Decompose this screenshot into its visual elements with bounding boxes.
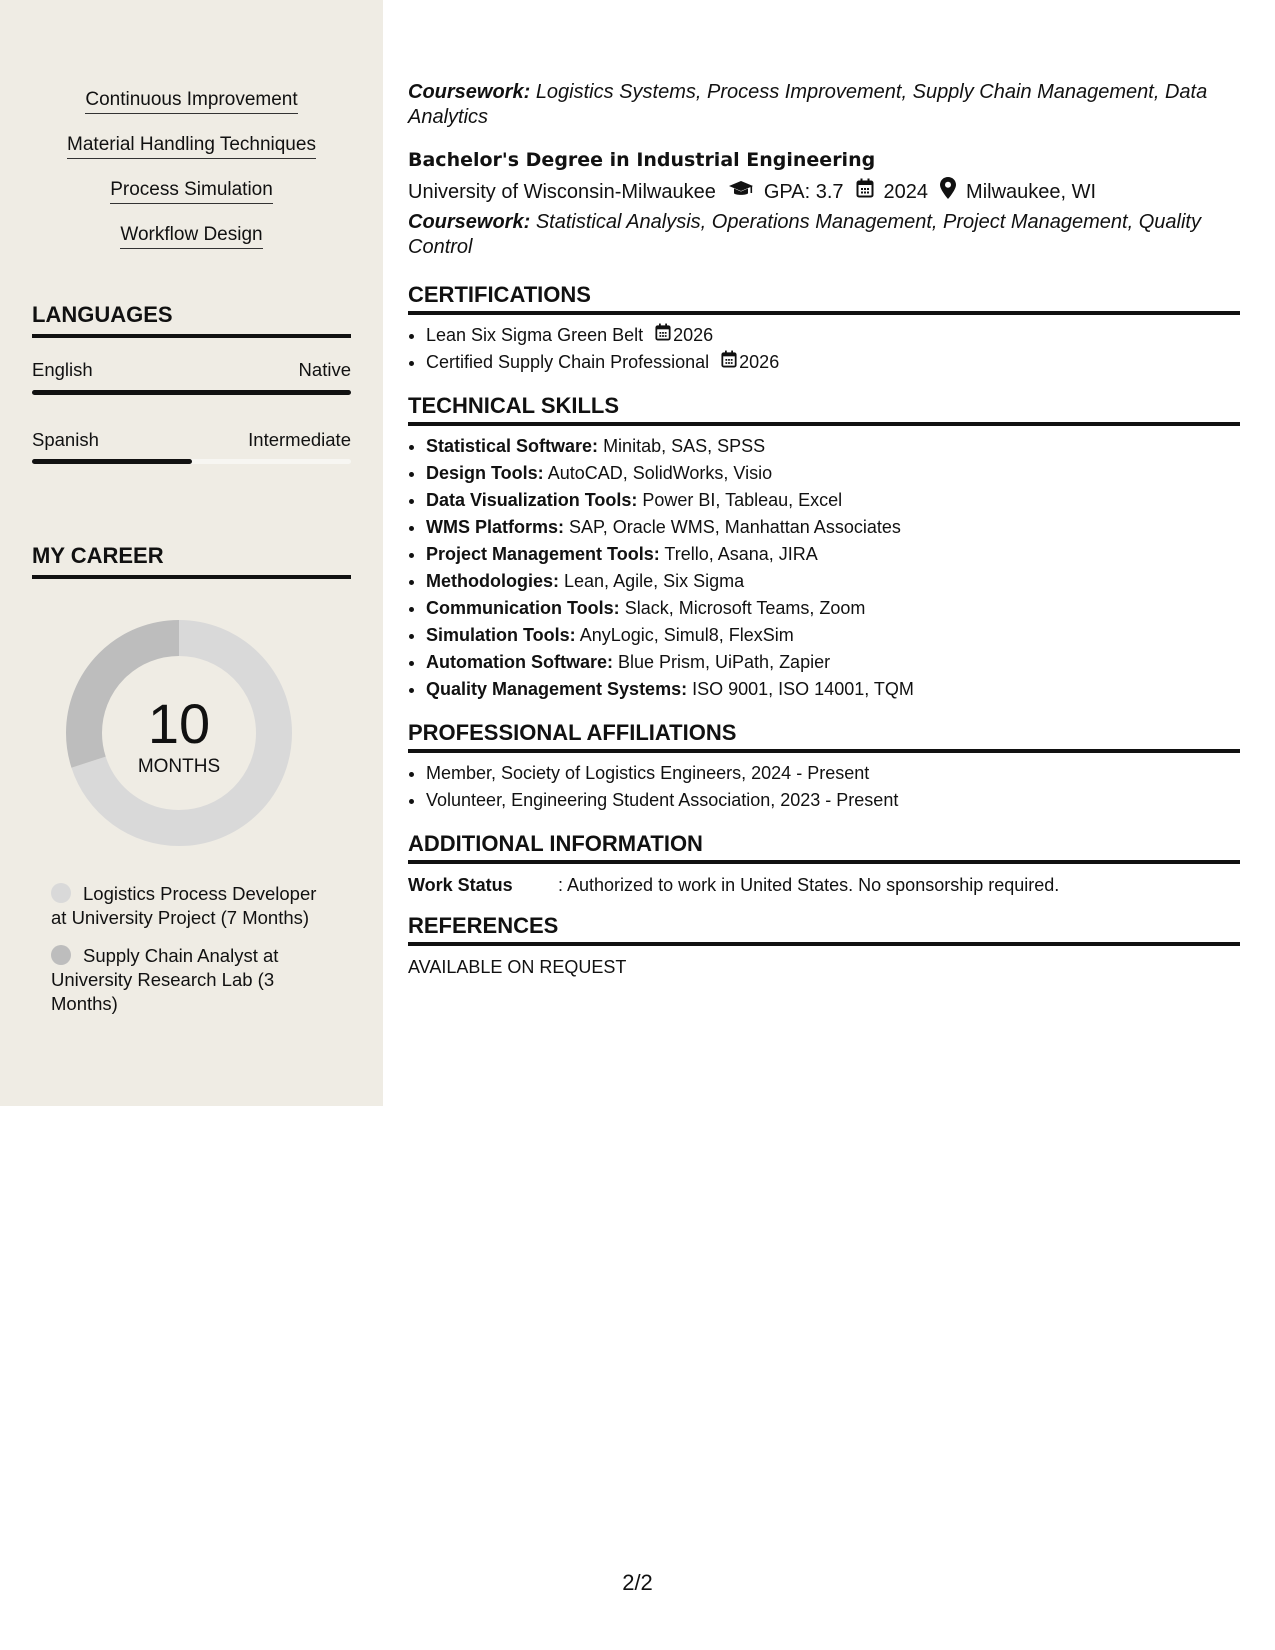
career-item-text: Logistics Process Developer at University Project (7 Months) — [51, 883, 317, 928]
degree-school: University of Wisconsin-Milwaukee — [408, 180, 716, 203]
degree-gpa: GPA: 3.7 — [763, 180, 844, 203]
list-item — [426, 622, 1258, 649]
graduation-cap-icon — [728, 179, 754, 205]
references-text: AVAILABLE ON REQUEST — [408, 957, 627, 977]
career-total-value: 10 — [147, 692, 211, 755]
coursework-label: Coursework: — [408, 211, 531, 233]
list-item — [426, 322, 1258, 349]
certifications-heading: CERTIFICATIONS — [408, 281, 1240, 315]
list-item: • Member, Society of Logistics Engineers, 2024 - Present — [426, 760, 1258, 787]
list-item — [426, 433, 1258, 460]
list-item — [426, 541, 1258, 568]
sidebar — [0, 0, 383, 1106]
certification-name: • Certified Supply Chain Professional — [426, 352, 710, 372]
career-heading: MY CAREER — [32, 541, 351, 579]
skill-tag — [0, 88, 383, 114]
language-proficiency-fill — [32, 390, 351, 395]
calendar-icon — [856, 178, 874, 205]
skill-tag-label: Workflow Design — [120, 223, 262, 249]
skill-tag — [0, 178, 383, 204]
language-name: English — [32, 359, 93, 380]
language-name: Spanish — [32, 429, 99, 450]
language-level: Intermediate — [248, 429, 351, 450]
degree-title: Bachelor's Degree in Industrial Engineering — [408, 149, 876, 171]
degree-year: 2024 — [883, 180, 929, 203]
certification-year: 2026 — [739, 352, 780, 372]
skill-category: Communication Tools: — [426, 598, 620, 618]
career-item — [51, 882, 331, 930]
languages-heading: LANGUAGES — [32, 300, 351, 338]
list-item — [426, 487, 1258, 514]
affiliations-heading: PROFESSIONAL AFFILIATIONS — [408, 719, 1240, 753]
career-legend-dot — [51, 945, 71, 965]
skill-category: Methodologies: — [426, 571, 559, 591]
language-proficiency-bar — [32, 390, 351, 395]
references-heading: REFERENCES — [408, 912, 1240, 946]
skill-values: AnyLogic, Simul8, FlexSim — [579, 625, 794, 645]
work-status-value: : Authorized to work in United States. No sponsorship required. — [558, 875, 1060, 895]
skill-category: Quality Management Systems: — [426, 679, 688, 699]
skill-values: Trello, Asana, JIRA — [664, 544, 818, 564]
work-status-row — [408, 873, 1240, 897]
language-proficiency-bar — [32, 459, 351, 464]
list-item — [426, 649, 1258, 676]
additional-info-heading: ADDITIONAL INFORMATION — [408, 830, 1240, 864]
skill-values: Minitab, SAS, SPSS — [603, 436, 766, 456]
skill-category: Project Management Tools: — [426, 544, 660, 564]
degree-location: Milwaukee, WI — [966, 180, 1097, 203]
language-level: Native — [298, 359, 351, 380]
skill-values: Blue Prism, UiPath, Zapier — [618, 652, 831, 672]
career-donut-chart — [66, 620, 292, 846]
skill-category: Automation Software: — [426, 652, 613, 672]
skill-tag — [0, 223, 383, 249]
skill-values: ISO 9001, ISO 14001, TQM — [692, 679, 914, 699]
skill-tag — [0, 133, 383, 159]
calendar-icon — [655, 322, 671, 349]
career-item — [51, 944, 331, 1016]
skill-category: WMS Platforms: — [426, 517, 565, 537]
skill-category: Simulation Tools: — [426, 625, 576, 645]
certifications-list — [408, 322, 1258, 376]
list-item: • Volunteer, Engineering Student Association, 2023 - Present — [426, 787, 1258, 814]
coursework-text: Logistics Systems, Process Improvement, Supply Chain Management, Data Analytics — [408, 81, 1208, 128]
coursework-line — [408, 210, 1240, 260]
language-row — [32, 429, 351, 451]
degree-meta — [408, 177, 1240, 206]
affiliations-list — [408, 760, 1258, 814]
skill-category: Design Tools: — [426, 463, 544, 483]
skill-values: Power BI, Tableau, Excel — [642, 490, 843, 510]
coursework-text: Statistical Analysis, Operations Management, Project Management, Quality Control — [408, 211, 1201, 258]
skill-values: AutoCAD, SolidWorks, Visio — [547, 463, 773, 483]
language-row — [32, 359, 351, 381]
skill-tag-label: Continuous Improvement — [85, 88, 297, 114]
certification-name: • Lean Six Sigma Green Belt — [426, 325, 644, 345]
map-pin-icon — [940, 177, 956, 206]
work-status-label: Work Status — [408, 875, 513, 895]
technical-skills-heading: TECHNICAL SKILLS — [408, 392, 1240, 426]
technical-skills-list — [408, 433, 1258, 703]
skill-category: Data Visualization Tools: — [426, 490, 638, 510]
career-item-text: Supply Chain Analyst at University Research Lab (3 Months) — [51, 945, 279, 1014]
page-number: 2/2 — [622, 1570, 653, 1595]
language-proficiency-fill — [32, 459, 192, 464]
list-item — [426, 349, 1258, 376]
list-item — [426, 676, 1258, 703]
list-item — [426, 514, 1258, 541]
skill-values: Slack, Microsoft Teams, Zoom — [624, 598, 866, 618]
calendar-icon — [721, 349, 737, 376]
skill-values: Lean, Agile, Six Sigma — [564, 571, 745, 591]
career-legend-dot — [51, 883, 71, 903]
skill-tag-label: Process Simulation — [110, 178, 273, 204]
list-item — [426, 568, 1258, 595]
certification-year: 2026 — [673, 325, 714, 345]
career-total-unit: MONTHS — [137, 756, 221, 777]
list-item — [426, 460, 1258, 487]
list-item — [426, 595, 1258, 622]
coursework-label: Coursework: — [408, 81, 531, 103]
skill-values: SAP, Oracle WMS, Manhattan Associates — [569, 517, 901, 537]
coursework-line — [408, 80, 1240, 130]
skill-category: Statistical Software: — [426, 436, 599, 456]
skill-tag-label: Material Handling Techniques — [67, 133, 316, 159]
